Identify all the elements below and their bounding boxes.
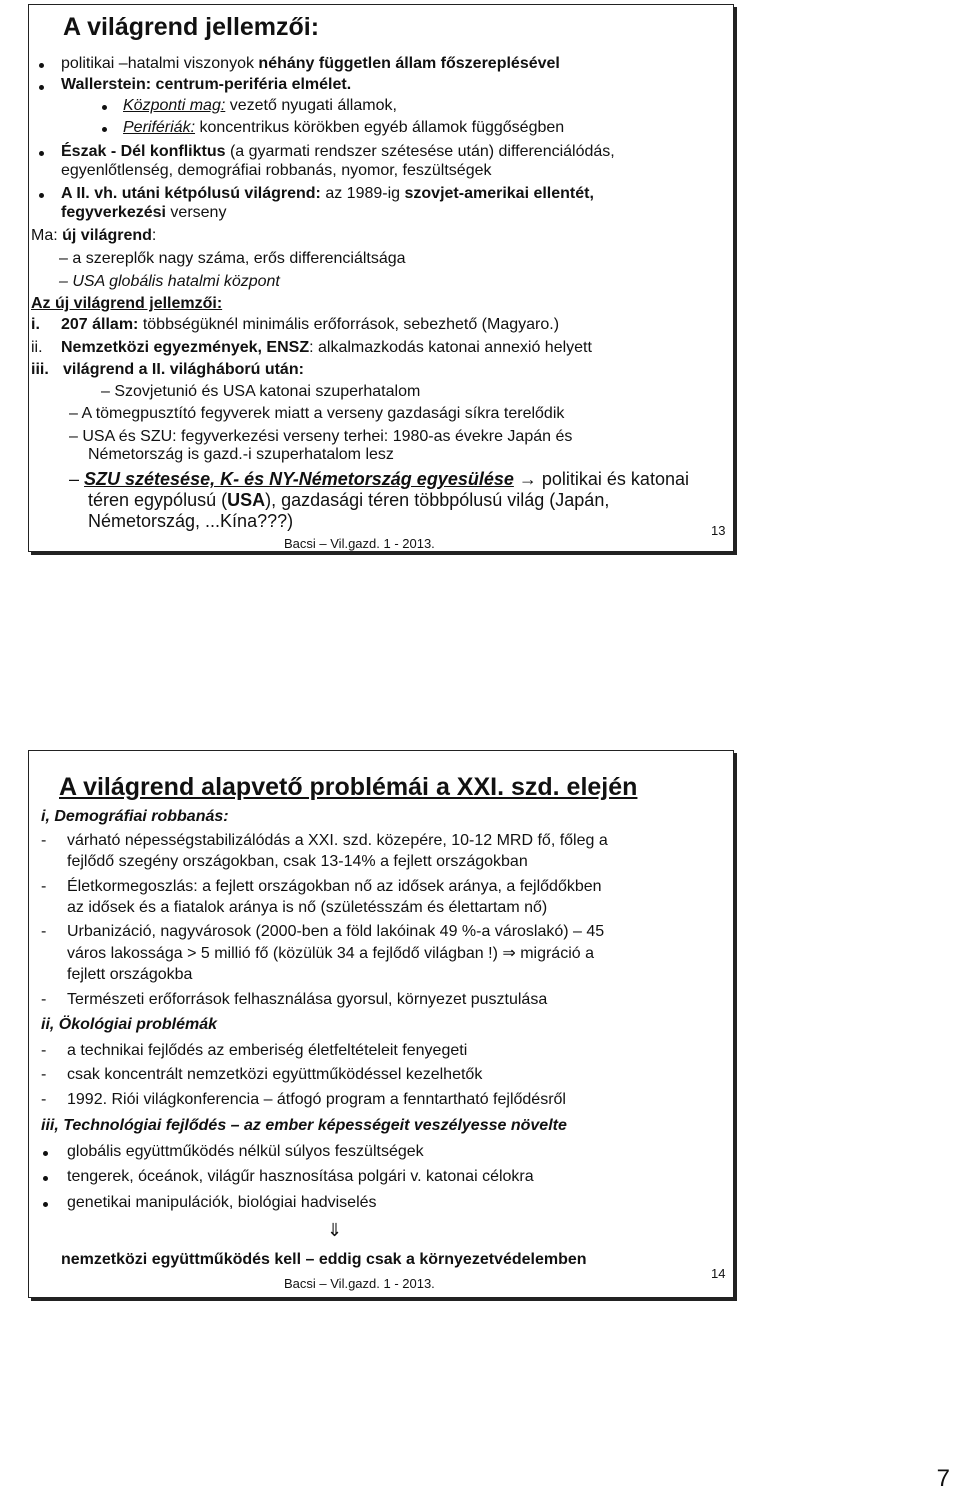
bullet-bipolar-line2: fegyverkezési verseny — [61, 204, 227, 221]
dash-icon: - — [41, 832, 47, 849]
bullet-oceans-space: tengerek, óceánok, világűr hasznosítása polgári v. katonai célokra — [67, 1168, 534, 1185]
slide-14 — [28, 750, 734, 1298]
slide-title: A világrend alapvető problémái a XXI. szd. elején — [59, 773, 638, 801]
item-age-line2: az idősek és a fiatalok aránya is nő (születésszám és élettartam nő) — [67, 899, 548, 916]
conclusion: nemzetközi együttműködés kell – eddig csak a környezetvédelemben — [61, 1251, 587, 1268]
slide-footer: Bacsi – Vil.gazd. 1 - 2013. — [284, 1276, 435, 1291]
item-urbanization-line2: város lakossága > 5 millió fő (közülük 34 a fejlődő világban !) ⇒ migráció a — [67, 945, 594, 962]
dash-icon: - — [41, 991, 47, 1008]
bullet-genetics: genetikai manipulációk, biológiai hadviselés — [67, 1194, 377, 1211]
bullet-icon — [43, 1176, 48, 1181]
slide-13 — [28, 4, 734, 552]
slide-title: A világrend jellemzői: — [63, 13, 320, 41]
bullet-icon — [43, 1151, 48, 1156]
bullet-wallerstein: Wallerstein: centrum-periféria elmélet. — [61, 76, 352, 93]
section-heading: i, Demográfiai robbanás: — [41, 808, 229, 825]
dash-icon: - — [41, 1042, 47, 1059]
item-states: 207 állam: többségüknél minimális erőforrások, sebezhető (Magyaro.) — [61, 316, 560, 333]
dash-icon: - — [41, 1091, 47, 1108]
item-age: Életkormegoszlás: a fejlett országokban nő az idősek aránya, a fejlődőkben — [67, 878, 602, 895]
slide-page-number: 14 — [711, 1266, 726, 1281]
slide-footer: Bacsi – Vil.gazd. 1 - 2013. — [284, 536, 435, 551]
item-urbanization: Urbanizáció, nagyvárosok (2000-ben a föld lakóinak 49 %-a városlakó) – 45 — [67, 923, 605, 940]
item-tech-threat: a technikai fejlődés az emberiség életfeltételeit fenyegeti — [67, 1042, 468, 1059]
section-heading: iii, Technológiai fejlődés – az ember képességeit veszélyesse növelte — [41, 1117, 567, 1134]
dash-item-collapse-line3: Németország, ...Kína???) — [88, 511, 294, 531]
bullet-bipolar: A II. vh. utáni kétpólusú világrend: az 1989-ig szovjet-amerikai ellentét, — [61, 185, 594, 202]
bullet-politics: politikai –hatalmi viszonyok néhány független állam főszereplésével — [61, 55, 560, 72]
bullet-icon — [39, 151, 44, 156]
item-resources: Természeti erőforrások felhasználása gyorsul, környezet pusztulása — [67, 991, 548, 1008]
dash-icon: - — [41, 878, 47, 895]
bullet-icon — [43, 1202, 48, 1207]
sub-bullet-core: Központi mag: vezető nyugati államok, — [123, 97, 397, 114]
today-label: Ma: új világrend: — [31, 227, 157, 244]
sub-bullet-periphery: Perifériák: koncentrikus körökben egyéb államok függőségben — [123, 119, 565, 136]
bullet-icon — [39, 63, 44, 68]
item-population-line2: fejlődő szegény országokban, csak 13-14% a fejlett országokban — [67, 853, 528, 870]
dash-item-usa: – USA globális hatalmi központ — [59, 273, 280, 290]
dash-item-arms-race-line2: Németország is gazd.-i szuperhatalom lesz — [88, 446, 394, 463]
bullet-icon — [39, 85, 44, 90]
roman-numeral: ii. — [31, 339, 43, 356]
roman-numeral: i. — [31, 316, 40, 333]
bullet-north-south-line2: egyenlőtlenség, demográfiai robbanás, nyomor, feszültségek — [61, 162, 492, 179]
dash-item-superpowers: – Szovjetunió és USA katonai szuperhatalom — [101, 383, 421, 400]
roman-numeral: iii. — [31, 361, 49, 378]
section-heading: Az új világrend jellemzői: — [31, 295, 223, 312]
sheet-page-number: 7 — [936, 1465, 950, 1492]
slide-page-number: 13 — [711, 523, 726, 538]
dash-icon: - — [41, 1066, 47, 1083]
item-population: várható népességstabilizálódás a XXI. szd. közepére, 10-12 MRD fő, főleg a — [67, 832, 608, 849]
bullet-global-cooperation: globális együttműködés nélkül súlyos feszültségek — [67, 1143, 424, 1160]
dash-item-collapse-line2: téren egypólusú (USA), gazdasági téren többpólusú világ (Japán, — [88, 490, 610, 510]
dash-item-actors: – a szereplők nagy száma, erős differenciáltsága — [59, 250, 406, 267]
item-treaties: Nemzetközi egyezmények, ENSZ: alkalmazkodás katonai annexió helyett — [61, 339, 592, 356]
bullet-icon — [39, 193, 44, 198]
section-heading: ii, Ökológiai problémák — [41, 1016, 218, 1033]
dash-item-collapse: – SZU szétesése, K- és NY-Németország egyesülése → politikai és katonai — [69, 469, 689, 489]
double-right-arrow-icon: ⇒ — [502, 945, 516, 962]
dash-item-weapons: – A tömegpusztító fegyverek miatt a verseny gazdasági síkra terelődik — [69, 405, 565, 422]
item-cooperation: csak koncentrált nemzetközi együttműködéssel kezelhetők — [67, 1066, 483, 1083]
item-urbanization-line3: fejlett országokba — [67, 966, 193, 983]
right-arrow-icon: → — [518, 469, 537, 489]
bullet-north-south: Észak - Dél konfliktus (a gyarmati rendszer szétesése után) differenciálódás, — [61, 143, 615, 160]
down-arrow-icon: ⇓ — [327, 1220, 343, 1240]
item-world-order: világrend a II. világháború után: — [63, 361, 304, 378]
dash-icon: - — [41, 923, 47, 940]
bullet-icon — [102, 127, 107, 132]
dash-item-arms-race: – USA és SZU: fegyverkezési verseny terhei: 1980-as évekre Japán és — [69, 428, 573, 445]
bullet-icon — [102, 105, 107, 110]
item-rio: 1992. Riói világkonferencia – átfogó program a fenntartható fejlődésről — [67, 1091, 566, 1108]
